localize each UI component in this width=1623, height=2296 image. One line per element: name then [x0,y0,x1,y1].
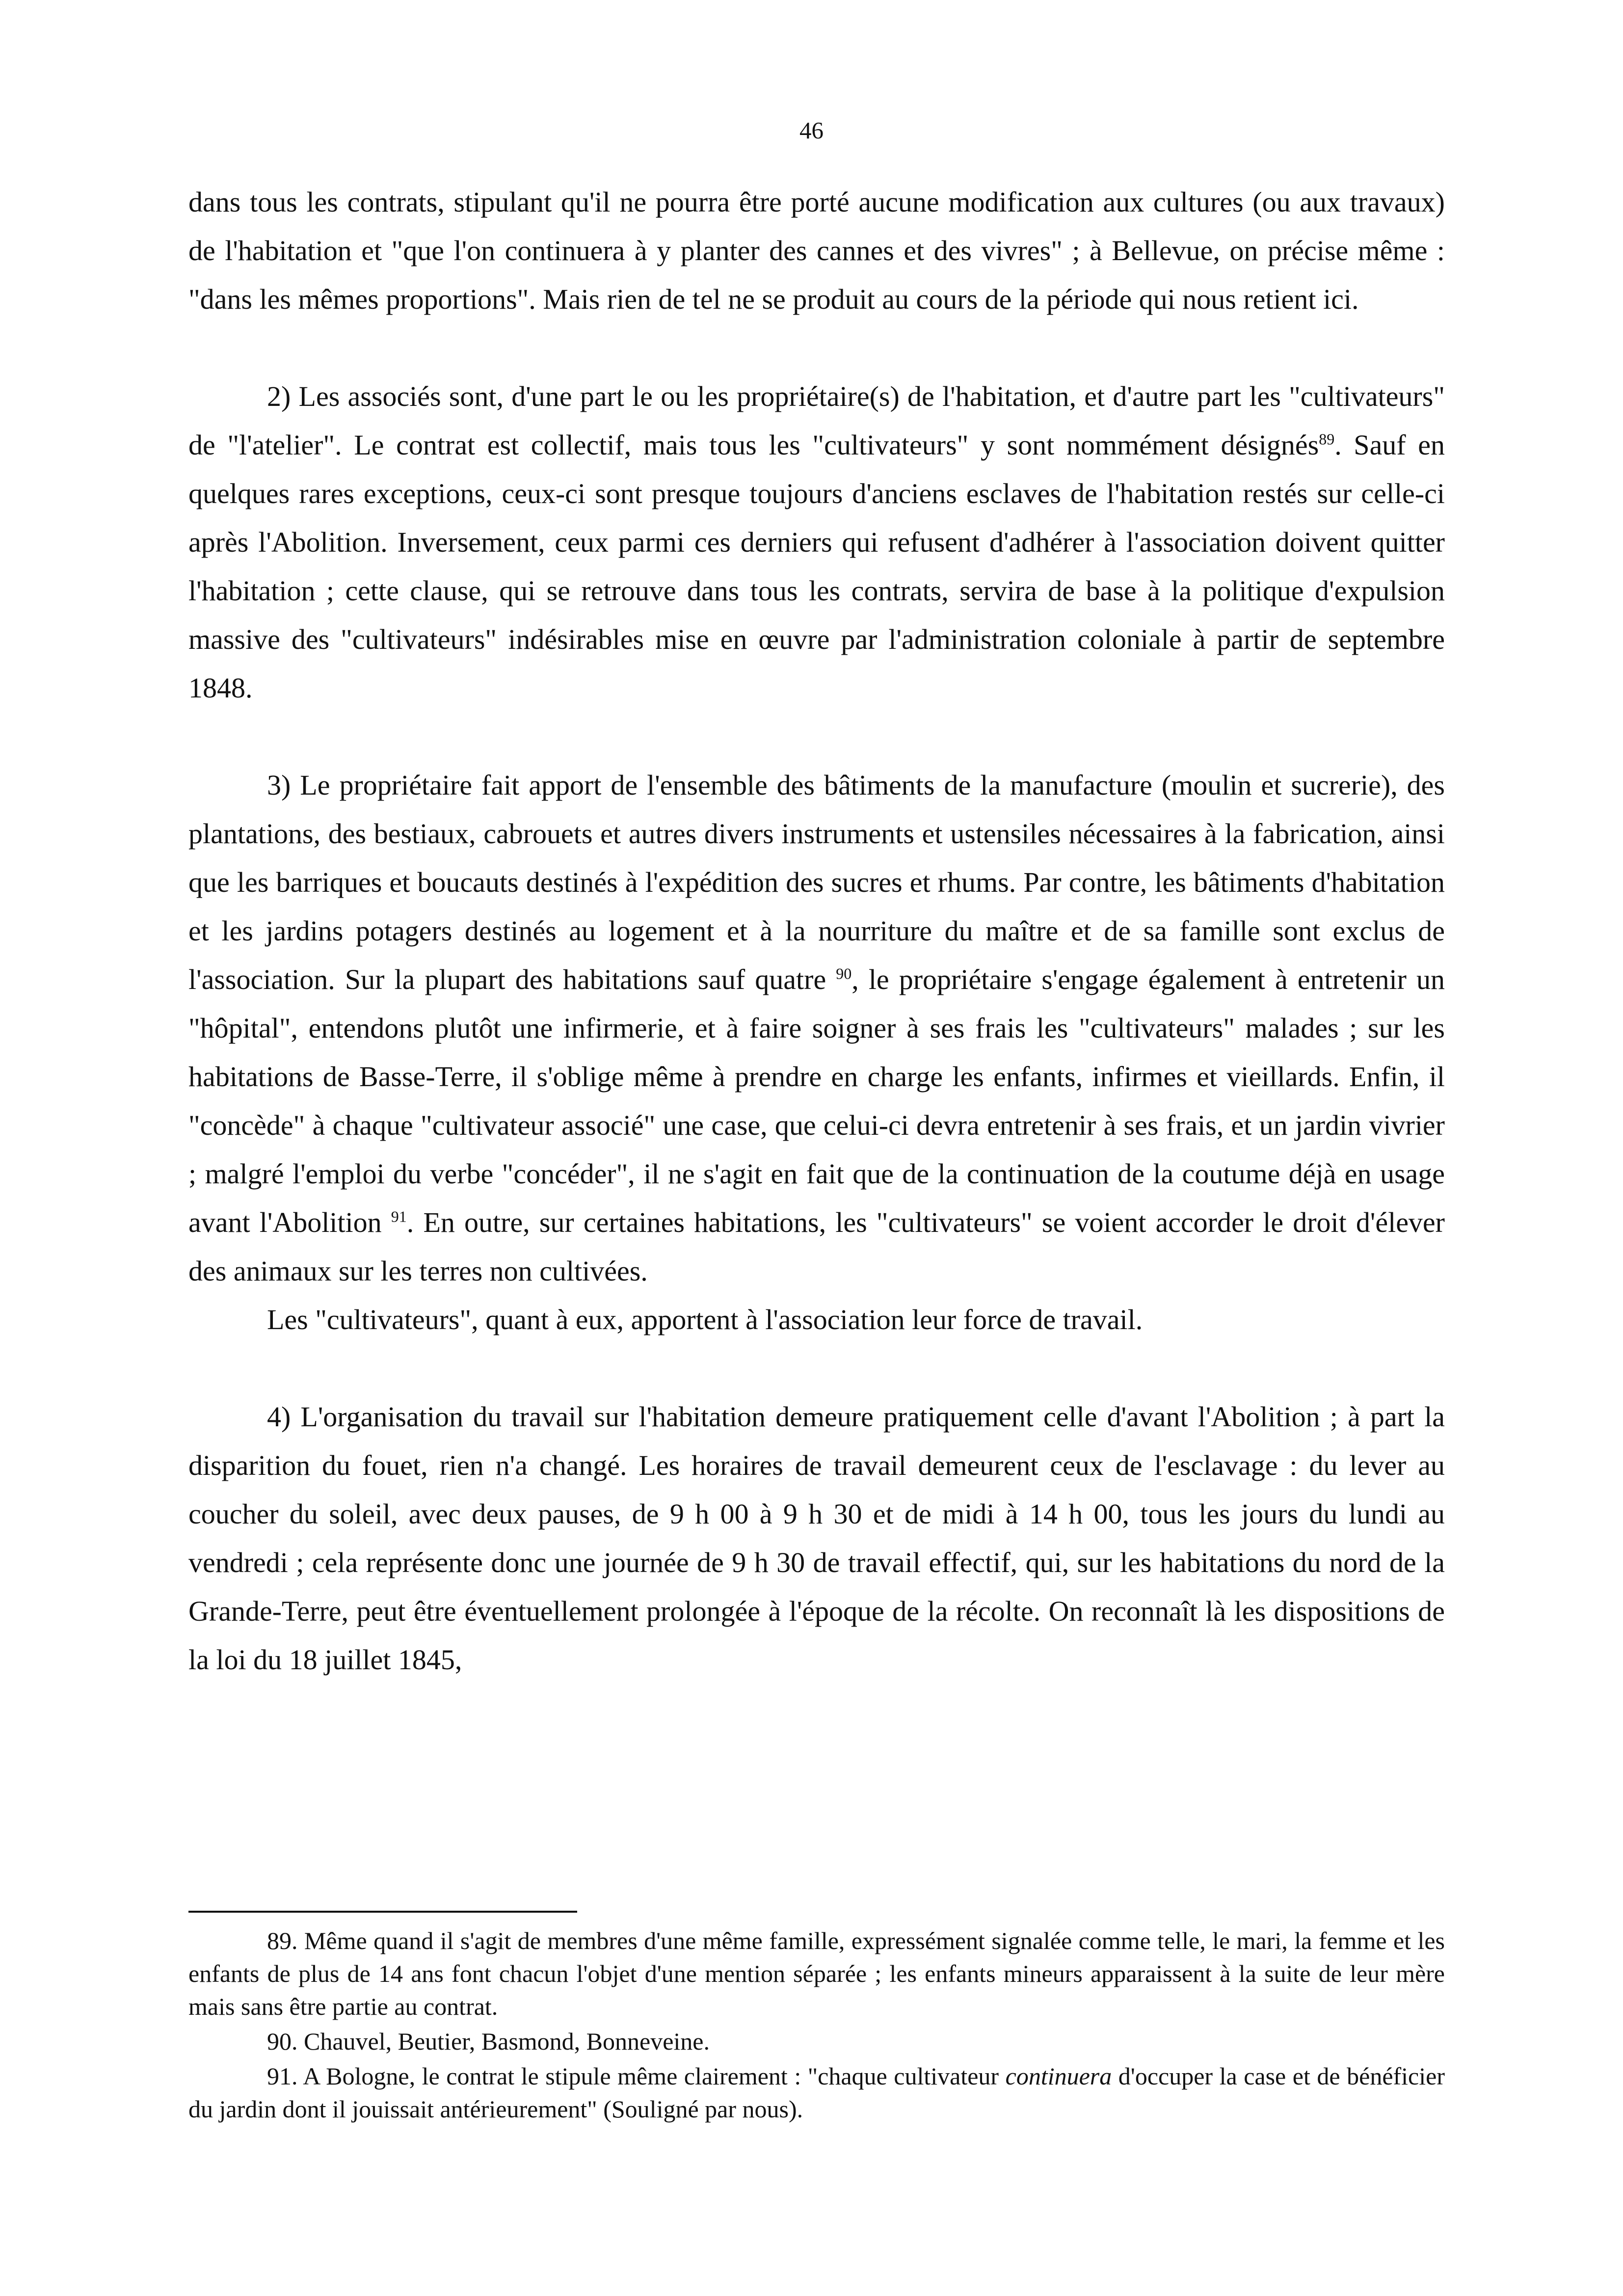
paragraph-associes [188,372,1445,712]
paragraph-cultivateurs [188,1295,1445,1344]
footnote-91 [188,2060,1445,2126]
footnote-90: 90. Chauvel, Beutier, Basmond, Bonneveine. [267,2028,710,2055]
page-number: 46 [799,117,824,144]
paragraph-3-text-c: . En outre, sur certaines habitations, les "cultivateurs" se voient accorder le droit d'élever des animaux sur les terres non cultivées. [188,1206,1445,1287]
footnotes [188,1924,1445,2126]
paragraph-3-text-b: , le propriétaire s'engage également à entretenir un "hôpital", entendons plutôt une infirmerie, et à faire soigner à ses frais les "cultivateurs" malades ; sur les habitations de Basse-Terre, il s'oblige même à prendre en charge les enfants, infirmes et vieillards. Enfin, il "concède" à chaque "cultivateur associé" une case, que celui-ci devra entretenir à ses frais, et un jardin vivrier ; malgré l'emploi du verbe "concéder", il ne s'agit en fait que de la continuation de la coutume déjà en usage avant l'Abolition [188,963,1445,1238]
footnote-91-text-b: d'occuper la case et de bénéficier du jardin dont il jouissait antérieurement" (Souligné par nous). [188,2062,1445,2123]
main-text [188,178,1445,1684]
paragraph-2-text-a: 2) Les associés sont, d'une part le ou les propriétaire(s) de l'habitation, et d'autre part les "cultivateurs" de "l'atelier". Le contrat est collectif, mais tous les "cultivateurs" y sont nommément désignés [188,380,1445,461]
paragraph-4-text: Les "cultivateurs", quant à eux, apportent à l'association leur force de travail. [267,1304,1143,1335]
footnote-ref-89[interactable]: 89 [1319,430,1335,448]
paragraph-2-text-b: . Sauf en quelques rares exceptions, ceux-ci sont presque toujours d'anciens esclaves de l'habitation restés sur celle-ci après l'Abolition. Inversement, ceux parmi ces derniers qui refusent d'adhérer à l'association doivent quitter l'habitation ; cette clause, qui se retrouve dans tous les contrats, servira de base à la politique d'expulsion massive des "cultivateurs" indésirables mise en œuvre par l'administration coloniale à partir de septembre 1848. [188,429,1445,704]
footnote-ref-90[interactable]: 90 [836,964,852,983]
footnote-separator [188,1911,577,1913]
footnote-89: 89. Même quand il s'agit de membres d'une même famille, expressément signalée comme telle, le mari, la femme et les enfants de plus de 14 ans font chacun l'objet d'une mention séparée ; les enfants mineurs apparaissent à la suite de leur mère mais sans être partie au contrat. [188,1927,1445,2020]
paragraph-continuation [188,178,1445,323]
footnote-91-text-a: 91. A Bologne, le contrat le stipule même clairement : "chaque cultivateur [267,2062,1006,2090]
footnote-91-emphasis: continuera [1005,2062,1112,2090]
paragraph-organisation [188,1392,1445,1684]
paragraph-3-text-a: 3) Le propriétaire fait apport de l'ensemble des bâtiments de la manufacture (moulin et sucrerie), des plantations, des bestiaux, cabrouets et autres divers instruments et ustensiles nécessaires à la fabrication, ainsi que les barriques et boucauts destinés à l'expédition des sucres et rhums. Par contre, les bâtiments d'habitation et les jardins potagers destinés au logement et à la nourriture du maître et de sa famille sont exclus de l'association. Sur la plupart des habitations sauf quatre [188,769,1445,995]
footnote-ref-91[interactable]: 91 [391,1207,407,1226]
paragraph-5-text: 4) L'organisation du travail sur l'habitation demeure pratiquement celle d'avant l'Abolition ; à part la disparition du fouet, rien n'a changé. Les horaires de travail demeurent ceux de l'esclavage : du lever au coucher du soleil, avec deux pauses, de 9 h 00 à 9 h 30 et de midi à 14 h 00, tous les jours du lundi au vendredi ; cela représente donc une journée de 9 h 30 de travail effectif, qui, sur les habitations du nord de la Grande-Terre, peut être éventuellement prolongée à l'époque de la récolte. On reconnaît là les dispositions de la loi du 18 juillet 1845, [188,1401,1445,1676]
paragraph-1-text: dans tous les contrats, stipulant qu'il ne pourra être porté aucune modification aux cultures (ou aux travaux) de l'habitation et "que l'on continuera à y planter des cannes et des vivres" ; à Bellevue, on précise même : "dans les mêmes proportions". Mais rien de tel ne se produit au cours de la période qui nous retient ici. [188,186,1445,315]
paragraph-proprietaire [188,761,1445,1295]
